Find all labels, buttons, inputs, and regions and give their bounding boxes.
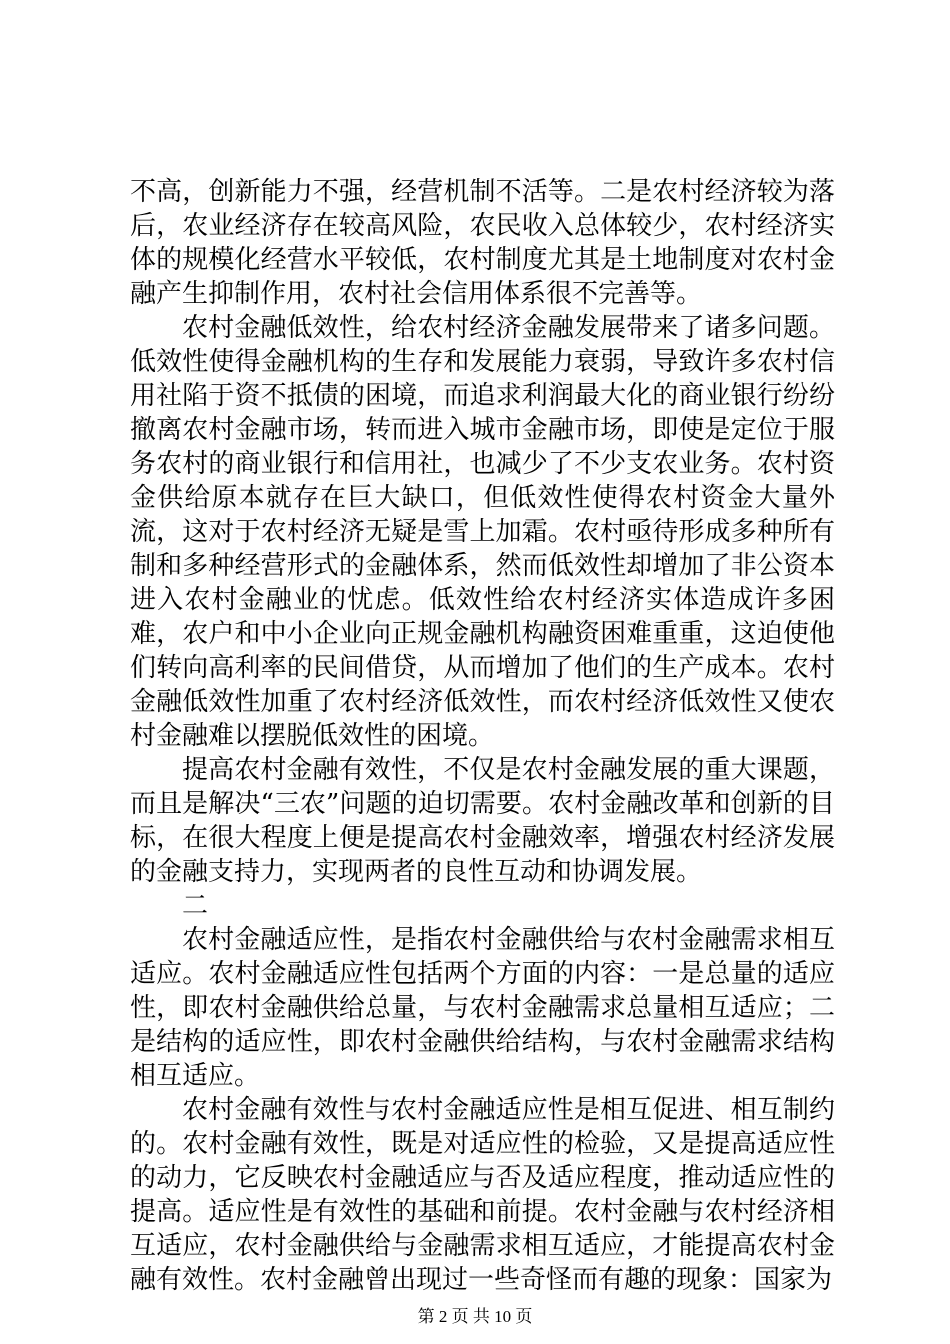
paragraph-1: 不高，创新能力不强，经营机制不活等。二是农村经济较为落后，农业经济存在较高风险，农民收入总体较少，农村经济实体的规模化经营水平较低，农村制度尤其是土地制度对农村金融产生抑制作用，农村社会信用体系很不完善等。 <box>130 177 835 309</box>
paragraph-2: 农村金融低效性，给农村经济金融发展带来了诸多问题。低效性使得金融机构的生存和发展能力衰弱，导致许多农村信用社陷于资不抵债的困境，而追求利润最大化的商业银行纷纷撤离农村金融市场，转而进入城市金融市场，即使是定位于服务农村的商业银行和信用社，也减少了不少支农业务。农村资金供给原本就存在巨大缺口，但低效性使得农村资金大量外流，这对于农村经济无疑是雪上加霜。农村亟待形成多种所有制和多种经营形式的金融体系，然而低效性却增加了非公资本进入农村金融业的忧虑。低效性给农村经济实体造成许多困难，农户和中小企业向正规金融机构融资困难重重，这迫使他们转向高利率的民间借贷，从而增加了他们的生产成本。农村金融低效性加重了农村经济低效性，而农村经济低效性又使农村金融难以摆脱低效性的困境。 <box>130 313 835 751</box>
section-heading: 二 <box>182 891 209 921</box>
paragraph-5: 农村金融有效性与农村金融适应性是相互促进、相互制约的。农村金融有效性，既是对适应性的检验，又是提高适应性的动力，它反映农村金融适应与否及适应程度，推动适应性的提高。适应性是有效性的基础和前提。农村金融与农村经济相互适应，农村金融供给与金融需求相互适应，才能提高农村金融有效性。农村金融曾出现过一些奇怪而有趣的现象：国家为 <box>130 1095 835 1295</box>
page-footer: 第 2 页 共 10 页 <box>417 1307 533 1326</box>
paragraph-3: 提高农村金融有效性，不仅是农村金融发展的重大课题，而且是解决“三农”问题的迫切需要。农村金融改革和创新的目标，在很大程度上便是提高农村金融效率，增强农村经济发展的金融支持力，实现两者的良性互动和协调发展。 <box>130 755 835 887</box>
paragraph-4: 农村金融适应性，是指农村金融供给与农村金融需求相互适应。农村金融适应性包括两个方面的内容：一是总量的适应性，即农村金融供给总量，与农村金融需求总量相互适应；二是结构的适应性，即农村金融供给结构，与农村金融需求结构相互适应。 <box>130 925 835 1091</box>
body-text <box>130 175 835 1297</box>
